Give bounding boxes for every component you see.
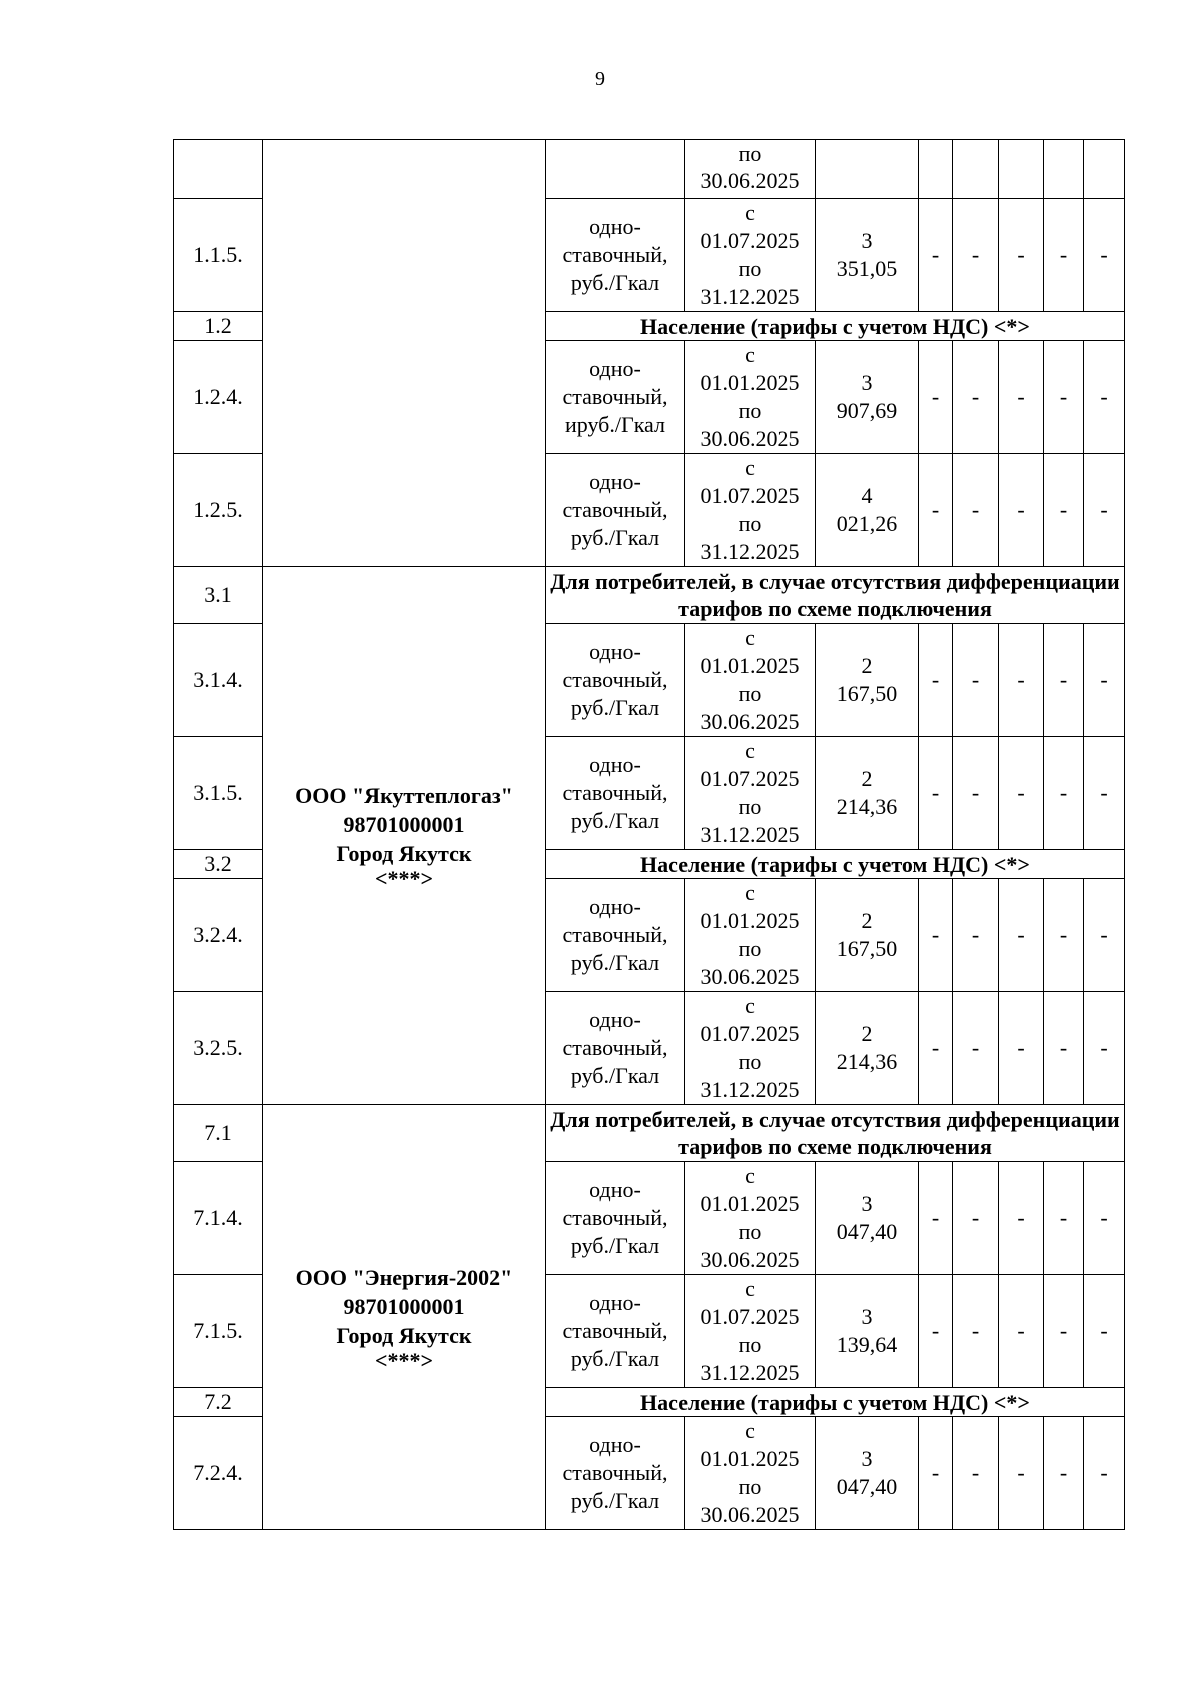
- section-title-consumers: Для потребителей, в случае отсутствия дифференциации тарифов по схеме подключения: [546, 567, 1125, 624]
- dash-cell: -: [953, 1275, 999, 1388]
- dash-cell: -: [1084, 1417, 1125, 1530]
- dash-cell: -: [919, 1162, 953, 1275]
- tariff-type: [546, 624, 685, 737]
- row-number: 7.1.5.: [174, 1275, 263, 1388]
- dash-cell: -: [999, 879, 1044, 992]
- tariff-type: [546, 199, 685, 312]
- dash-cell: -: [1044, 341, 1084, 454]
- tariff-value: [816, 624, 919, 737]
- dash-cell: -: [919, 879, 953, 992]
- period: [685, 992, 816, 1105]
- dash-cell: -: [1084, 1275, 1125, 1388]
- row-number: 3.1.4.: [174, 624, 263, 737]
- dash-cell: -: [1084, 992, 1125, 1105]
- dash-cell: [953, 140, 999, 199]
- period-text: с 01.07.2025 по 31.12.2025: [700, 455, 800, 564]
- dash-cell: -: [1044, 879, 1084, 992]
- period: [685, 624, 816, 737]
- row-number: 1.2.5.: [174, 454, 263, 567]
- row-number: 1.2: [174, 312, 263, 341]
- period: [685, 1162, 816, 1275]
- tariff-type: [546, 737, 685, 850]
- dash-cell: -: [1044, 1417, 1084, 1530]
- tariff-value-text: 2 214,36: [836, 766, 898, 819]
- row-number: 3.2: [174, 850, 263, 879]
- tariff-type: [546, 140, 685, 199]
- dash-cell: -: [953, 454, 999, 567]
- period: [685, 879, 816, 992]
- row-number: [174, 140, 263, 199]
- tariff-value: [816, 879, 919, 992]
- row-number: 7.2.4.: [174, 1417, 263, 1530]
- dash-cell: -: [1044, 1275, 1084, 1388]
- row-number: 1.1.5.: [174, 199, 263, 312]
- tariff-type: [546, 1417, 685, 1530]
- org-note: <***>: [374, 1347, 434, 1373]
- dash-cell: -: [999, 1162, 1044, 1275]
- org-name: ООО "Якуттеплогаз": [295, 783, 513, 808]
- tariff-type-text: одно- ставочный, руб./Гкал: [562, 639, 668, 720]
- tariff-value-text: 2 167,50: [836, 908, 898, 961]
- tariff-type: [546, 992, 685, 1105]
- dash-cell: -: [919, 737, 953, 850]
- org-code: 98701000001: [343, 1293, 465, 1319]
- dash-cell: -: [1084, 1162, 1125, 1275]
- period-text: с 01.07.2025 по 31.12.2025: [700, 738, 800, 847]
- org-cell: [263, 140, 546, 567]
- tariff-value: [816, 737, 919, 850]
- period-text: с 01.07.2025 по 31.12.2025: [700, 1276, 800, 1385]
- tariff-type: [546, 1275, 685, 1388]
- dash-cell: -: [1044, 624, 1084, 737]
- dash-cell: -: [953, 624, 999, 737]
- org-code: 98701000001: [343, 812, 465, 837]
- tariff-value-text: 3 139,64: [836, 1304, 898, 1357]
- dash-cell: -: [953, 199, 999, 312]
- table-row: [174, 1105, 1125, 1162]
- row-number: 3.1.5.: [174, 737, 263, 850]
- section-title-consumers: Для потребителей, в случае отсутствия дифференциации тарифов по схеме подключения: [546, 1105, 1125, 1162]
- dash-cell: -: [1044, 992, 1084, 1105]
- dash-cell: -: [919, 624, 953, 737]
- tariff-type-text: одно- ставочный, руб./Гкал: [562, 1432, 668, 1513]
- org-city: Город Якутск: [336, 1322, 472, 1348]
- tariff-value-text: 2 167,50: [836, 653, 898, 706]
- page-number: 9: [595, 68, 605, 90]
- period-text: с 01.07.2025 по 31.12.2025: [700, 993, 800, 1102]
- dash-cell: -: [953, 737, 999, 850]
- dash-cell: -: [1084, 879, 1125, 992]
- table-row: [174, 567, 1125, 624]
- tariff-type-text: одно- ставочный, руб./Гкал: [562, 469, 668, 550]
- dash-cell: [1044, 140, 1084, 199]
- tariff-value: [816, 1162, 919, 1275]
- dash-cell: -: [999, 624, 1044, 737]
- tariff-type: [546, 1162, 685, 1275]
- dash-cell: -: [1084, 624, 1125, 737]
- tariff-value-text: 3 047,40: [836, 1446, 898, 1499]
- table-row: [174, 140, 1125, 199]
- tariff-type: [546, 454, 685, 567]
- dash-cell: -: [1084, 737, 1125, 850]
- period-text: с 01.01.2025 по 30.06.2025: [700, 1418, 800, 1527]
- dash-cell: -: [999, 341, 1044, 454]
- period: [685, 341, 816, 454]
- dash-cell: -: [919, 1275, 953, 1388]
- dash-cell: -: [919, 454, 953, 567]
- section-title-population: Население (тарифы с учетом НДС) <*>: [546, 312, 1125, 341]
- tariff-value-text: 2 214,36: [836, 1021, 898, 1074]
- period: [685, 199, 816, 312]
- period-text: с 01.01.2025 по 30.06.2025: [700, 625, 800, 734]
- dash-cell: -: [999, 992, 1044, 1105]
- tariff-value-text: 3 047,40: [836, 1191, 898, 1244]
- period-text: с 01.01.2025 по 30.06.2025: [700, 880, 800, 989]
- tariff-table: [173, 139, 1125, 1530]
- tariff-type-text: одно- ставочный, руб./Гкал: [562, 1007, 668, 1088]
- dash-cell: [919, 140, 953, 199]
- tariff-value-text: 3 351,05: [836, 228, 898, 281]
- dash-cell: -: [919, 992, 953, 1105]
- row-number: 7.1.4.: [174, 1162, 263, 1275]
- dash-cell: -: [1084, 341, 1125, 454]
- dash-cell: -: [999, 737, 1044, 850]
- dash-cell: -: [999, 1275, 1044, 1388]
- row-number: 7.2: [174, 1388, 263, 1417]
- tariff-value: [816, 454, 919, 567]
- org-note: <***>: [374, 866, 434, 891]
- period-text: с 01.01.2025 по 30.06.2025: [700, 342, 800, 451]
- row-number: 3.2.4.: [174, 879, 263, 992]
- dash-cell: -: [953, 992, 999, 1105]
- period-text: с 01.01.2025 по 30.06.2025: [700, 1163, 800, 1272]
- tariff-value: [816, 140, 919, 199]
- tariff-type: [546, 879, 685, 992]
- section-title-population: Население (тарифы с учетом НДС) <*>: [546, 1388, 1125, 1417]
- period: [685, 1417, 816, 1530]
- dash-cell: -: [1044, 454, 1084, 567]
- dash-cell: -: [919, 341, 953, 454]
- dash-cell: -: [953, 879, 999, 992]
- dash-cell: -: [953, 1417, 999, 1530]
- tariff-value-text: 4 021,26: [836, 483, 898, 536]
- dash-cell: -: [953, 1162, 999, 1275]
- dash-cell: -: [1084, 199, 1125, 312]
- org-name: ООО "Энергия-2002": [295, 1264, 513, 1290]
- dash-cell: -: [1044, 199, 1084, 312]
- tariff-type-text: одно- ставочный, руб./Гкал: [562, 1177, 668, 1258]
- dash-cell: -: [999, 454, 1044, 567]
- tariff-value: [816, 992, 919, 1105]
- dash-cell: [1084, 140, 1125, 199]
- org-cell-energiya-2002: [263, 1105, 546, 1530]
- row-number: 3.1: [174, 567, 263, 624]
- tariff-value: [816, 1417, 919, 1530]
- dash-cell: -: [1044, 737, 1084, 850]
- period: [685, 737, 816, 850]
- section-title-population: Население (тарифы с учетом НДС) <*>: [546, 850, 1125, 879]
- tariff-value-text: 3 907,69: [836, 370, 898, 423]
- dash-cell: -: [919, 1417, 953, 1530]
- dash-cell: -: [1084, 454, 1125, 567]
- period: [685, 140, 816, 199]
- dash-cell: [999, 140, 1044, 199]
- tariff-value: [816, 199, 919, 312]
- dash-cell: -: [953, 341, 999, 454]
- tariff-type-text: одно- ставочный, руб./Гкал: [562, 214, 668, 295]
- org-cell-yakutteplogaz: [263, 567, 546, 1105]
- dash-cell: -: [999, 199, 1044, 312]
- tariff-type-text: одно- ставочный, руб./Гкал: [562, 894, 668, 975]
- period: [685, 1275, 816, 1388]
- tariff-type-text: одно- ставочный, руб./Гкал: [562, 1290, 668, 1371]
- row-number: 1.2.4.: [174, 341, 263, 454]
- row-number: 3.2.5.: [174, 992, 263, 1105]
- tariff-type-text: одно- ставочный, ируб./Гкал: [562, 356, 668, 437]
- org-city: Город Якутск: [336, 841, 472, 866]
- tariff-value: [816, 1275, 919, 1388]
- dash-cell: -: [999, 1417, 1044, 1530]
- row-number: 7.1: [174, 1105, 263, 1162]
- period-text: с 01.07.2025 по 31.12.2025: [700, 200, 800, 309]
- tariff-type-text: одно- ставочный, руб./Гкал: [562, 752, 668, 833]
- period: [685, 454, 816, 567]
- tariff-type: [546, 341, 685, 454]
- dash-cell: -: [1044, 1162, 1084, 1275]
- tariff-value: [816, 341, 919, 454]
- period-text: по 30.06.2025: [700, 141, 800, 193]
- dash-cell: -: [919, 199, 953, 312]
